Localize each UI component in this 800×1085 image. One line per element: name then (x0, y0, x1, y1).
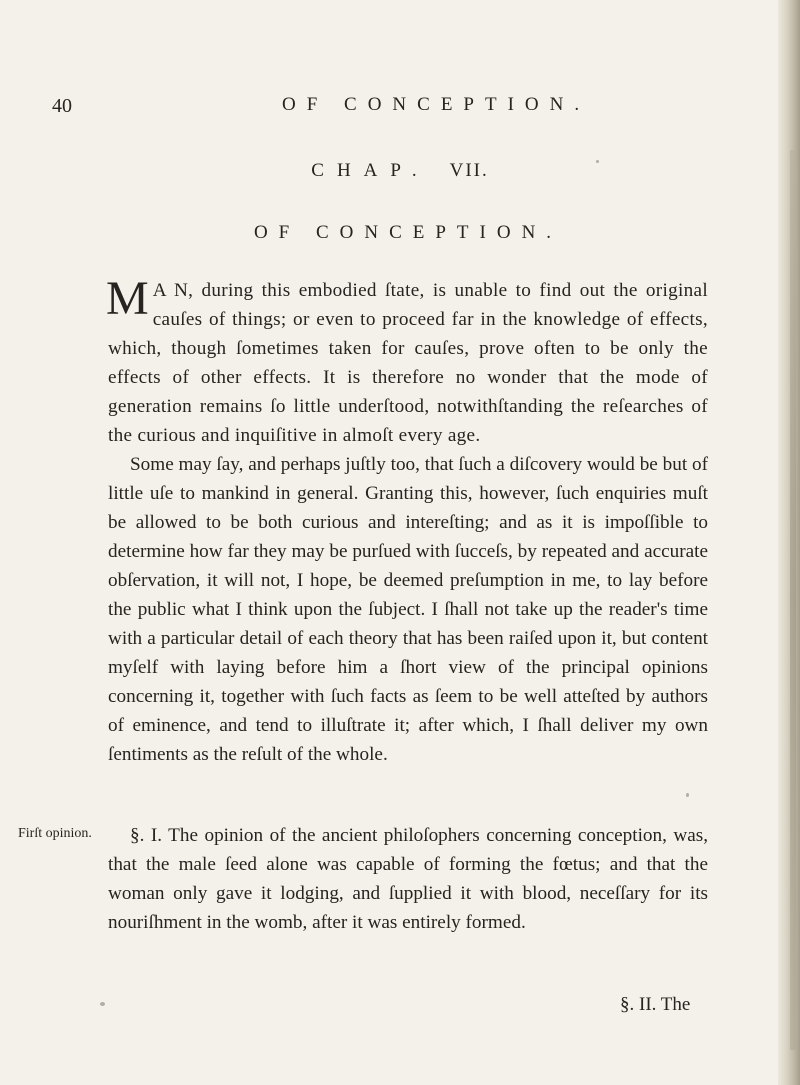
page-number: 40 (52, 95, 72, 117)
chapter-title: OF CONCEPTION. (253, 222, 563, 243)
paragraph-1 (106, 272, 708, 450)
foxing-speck (686, 793, 689, 797)
drop-cap: M (106, 272, 149, 325)
paragraph-1-text: A N, during this embodied ſtate, is unable to find out the original cauſes of things; or even to proceed far in the knowledge of effects, which, though ſometimes taken for cauſes, prove often to be only the effects of other effects. It is therefore no wonder that the mode of generation remains ſo little underſtood, notwithſtanding the reſearches of the curious and inquiſitive in almoſt every age. (108, 280, 708, 446)
section-1 (108, 821, 708, 937)
margin-note: Firſt opinion. (18, 826, 92, 841)
chapter-heading (0, 160, 800, 182)
section-1-text: §. I. The opinion of the ancient philoſophers concerning conception, was, that the male ſeed alone was capable of forming the fœtus; and that the woman only gave it lodging, and ſupplied it with blood, neceſſary for its nouriſhment in the womb, after it was entirely formed. (108, 825, 708, 933)
running-head: OF CONCEPTION. (282, 94, 591, 115)
chapter-label: CHAP. (311, 160, 430, 181)
catchword: §. II. The (620, 994, 691, 1015)
foxing-speck (596, 160, 599, 163)
body-text (106, 272, 708, 769)
foxing-speck (100, 1002, 105, 1006)
binding-shadow (790, 150, 796, 1050)
paragraph-2: Some may ſay, and perhaps juſtly too, that ſuch a diſcovery would be but of little uſe to mankind in general. Granting this, however, ſuch enquiries muſt be allowed to be both curious and intereſting; and as it is impoſſible to determine how far they may be purſued with ſucceſs, by repeated and accurate obſervation, it will not, I hope, be deemed preſumption in me, to lay before the public what I think upon the ſubject. I ſhall not take up the reader's time with a particular detail of each theory that has been raiſed upon it, but content myſelf with laying before him a ſhort view of the principal opinions concerning it, together with ſuch facts as ſeem to be well atteſted by authors of eminence, and tend to illuſtrate it; after which, I ſhall deliver my own ſentiments as the reſult of the whole. (108, 454, 708, 765)
chapter-number: VII. (449, 160, 489, 181)
